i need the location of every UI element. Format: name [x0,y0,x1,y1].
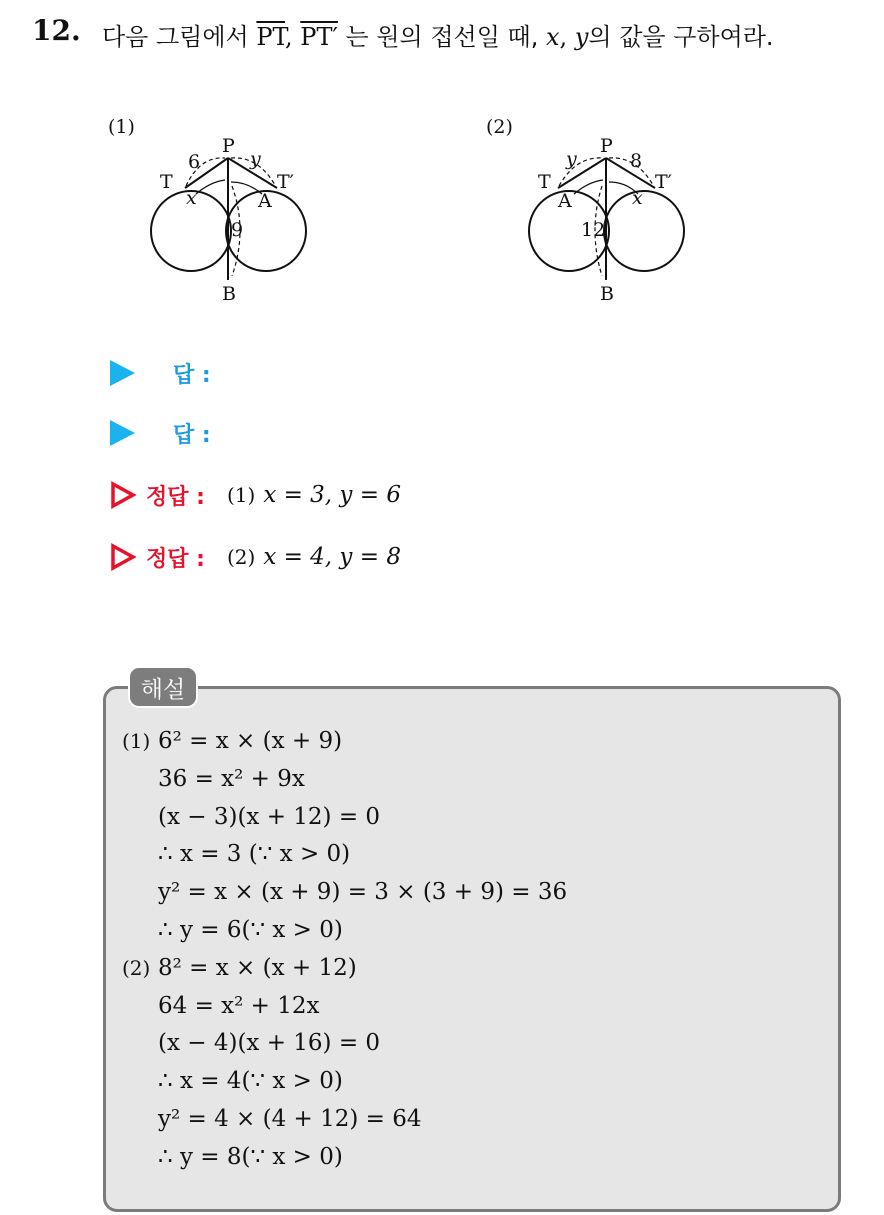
figure-1-point-t-prime: T′ [277,171,294,193]
question-text-end: 의 값을 구하여라. [588,23,774,51]
question-text: 다음 그림에서 $\overline{PT}$, PT′ 는 원의 접선일 때, x, y의 값을 구하여라. [102,23,774,51]
solution-line: ∴ y = 6(∵ x > 0) [158,917,343,943]
figure-2-point-b: B [600,283,614,305]
figure-2-length-pt-prime: 8 [630,150,643,172]
figure-2-point-p: P [600,135,613,157]
correct-answer-label: 정답 : [146,546,205,572]
question-text-before: 다음 그림에서 [102,23,249,51]
figure-2-diagram [518,130,698,310]
answer-row-2 [110,416,211,450]
answer-row-1 [110,356,211,390]
play-triangle-icon [110,360,135,386]
solution-line: y² = x × (x + 9) = 3 × (3 + 9) = 36 [158,879,568,906]
correct-answer-row-2 [110,540,401,574]
solution-part-label: (2) [122,955,151,980]
solution-tag: 해설 [128,666,198,708]
solution-line: 8² = x × (x + 12) [158,954,357,981]
correct-answer-part: (1) [226,483,256,507]
correct-answer-text: x = 3, y = 6 [263,482,401,508]
solution-line: y² = 4 × (4 + 12) = 64 [158,1106,422,1132]
question-text-mid: 는 원의 접선일 때, [345,23,539,51]
figure-1-point-t: T [160,171,173,193]
figure-2-length-ab: 12 [581,219,606,241]
figure-2-label: (2) [486,116,513,138]
figure-1-length-x: x [186,187,197,209]
figure-1-length-pt-prime: y [250,148,261,170]
solution-line: ∴ y = 8(∵ x > 0) [158,1143,343,1170]
correct-answer-label: 정답 : [146,484,205,510]
question-number: 12. [32,14,81,47]
correct-answer-value [227,482,401,508]
correct-answer-row-1 [110,478,401,512]
figure-2-point-t-prime: T′ [655,171,672,193]
variable-x: x [546,23,560,51]
figure-2-length-x: x [632,187,643,209]
answer-label: 답 : [173,362,211,388]
outline-triangle-icon [110,481,136,509]
solution-line: 6² = x × (x + 9) [158,728,343,754]
solution-line: (x − 4)(x + 16) = 0 [158,1030,381,1057]
figure-1-length-pt: 6 [188,151,201,173]
segment-separator: , [285,23,293,51]
figure-2-circle-right [604,191,684,271]
segment-pt-prime: PT′ [300,23,338,51]
solution-line: 36 = x² + 9x [158,765,305,792]
segment-pt: $\overline{PT}$ [256,23,286,51]
solution-line: (x − 3)(x + 12) = 0 [158,803,381,830]
solution-line: ∴ x = 3 (∵ x > 0) [158,841,351,868]
figure-1-point-b: B [222,283,236,305]
solution-part-label: (1) [122,729,151,753]
figure-1-length-ab: 9 [231,219,244,241]
figure-1-point-p: P [222,135,235,157]
solution-line: ∴ x = 4(∵ x > 0) [158,1068,343,1095]
correct-answer-value [227,544,401,570]
figure-2-length-pt: y [566,148,577,170]
figure-1-label: (1) [108,116,135,138]
correct-answer-part: (2) [226,545,256,569]
figure-2-point-a: A [558,190,572,212]
solution-line: 64 = x² + 12x [158,992,320,1019]
answer-label: 답 : [173,422,211,448]
figure-2-point-t: T [538,171,551,193]
play-triangle-icon [110,420,135,446]
figure-1-point-a: A [258,190,272,212]
variable-y: y [574,23,589,51]
figure-1-diagram [140,130,320,310]
outline-triangle-icon [110,543,136,571]
correct-answer-text: x = 4, y = 8 [263,544,401,570]
